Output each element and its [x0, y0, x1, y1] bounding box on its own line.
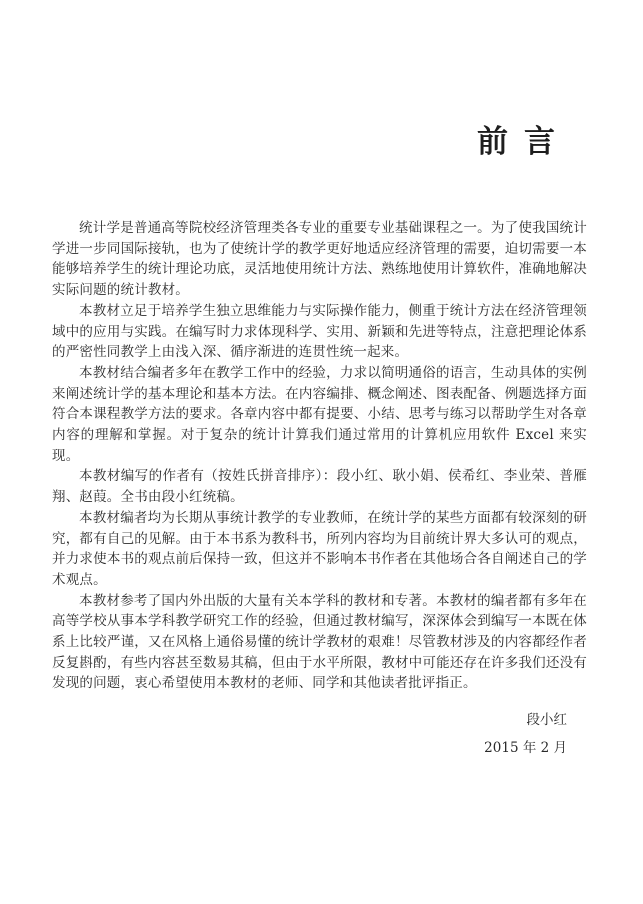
signature-block — [484, 706, 567, 762]
signature-date: 2015 年 2 月 — [484, 740, 567, 756]
paragraph: 本教材编者均为长期从事统计教学的专业教师，在统计学的某些方面都有较深刻的研究，都有自己的见解。由于本书系为教科书，所列内容均为目前统计界大多认可的观点，并力求使本书的观点前后保持一致，但这并不影响本书作者在其他场合各自阐述自己的学术观点。 — [52, 509, 587, 588]
preface-body — [52, 218, 587, 694]
paragraph: 本教材立足于培养学生独立思维能力与实际操作能力，侧重于统计方法在经济管理领域中的应用与实践。在编写时力求体现科学、实用、新颖和先进等特点，注意把理论体系的严密性同教学上由浅入深、循序渐进的连贯性统一起来。 — [52, 302, 587, 361]
paragraph: 本教材参考了国内外出版的大量有关本学科的教材和专著。本教材的编者都有多年在高等学校从事本学科教学研究工作的经验，但通过教材编写，深深体会到编写一本既在体系上比较严谨，又在风格上通俗易懂的统计学教材的艰难！尽管教材涉及的内容都经作者反复斟酌，有些内容甚至数易其稿，但由于水平所限，教材中可能还存在许多我们还没有发现的问题，衷心希望使用本教材的老师、同学和其他读者批评指正。 — [52, 592, 587, 692]
paragraph: 统计学是普通高等院校经济管理类各专业的重要专业基础课程之一。为了使我国统计学进一步同国际接轨，也为了使统计学的教学更好地适应经济管理的需要，迫切需要一本能够培养学生的统计理论功底，灵活地使用统计方法、熟练地使用计算软件，准确地解决实际问题的统计教材。 — [52, 220, 587, 299]
paragraph: 本教材编写的作者有（按姓氏拼音排序）：段小红、耿小娟、侯希红、李业荣、普雁翔、赵葭。全书由段小红统稿。 — [52, 468, 587, 506]
paragraph: 本教材结合编者多年在教学工作中的经验，力求以简明通俗的语言，生动具体的实例来阐述统计学的基本理论和基本方法。在内容编排、概念阐述、图表配备、例题选择方面符合本课程教学方法的要求。各章内容中都有提要、小结、思考与练习以帮助学生对各章内容的理解和掌握。对于复杂的统计计算我们通过常用的计算机应用软件 Excel 来实现。 — [52, 364, 587, 464]
signature-author: 段小红 — [526, 712, 567, 728]
page-title: 前言 — [477, 124, 571, 160]
